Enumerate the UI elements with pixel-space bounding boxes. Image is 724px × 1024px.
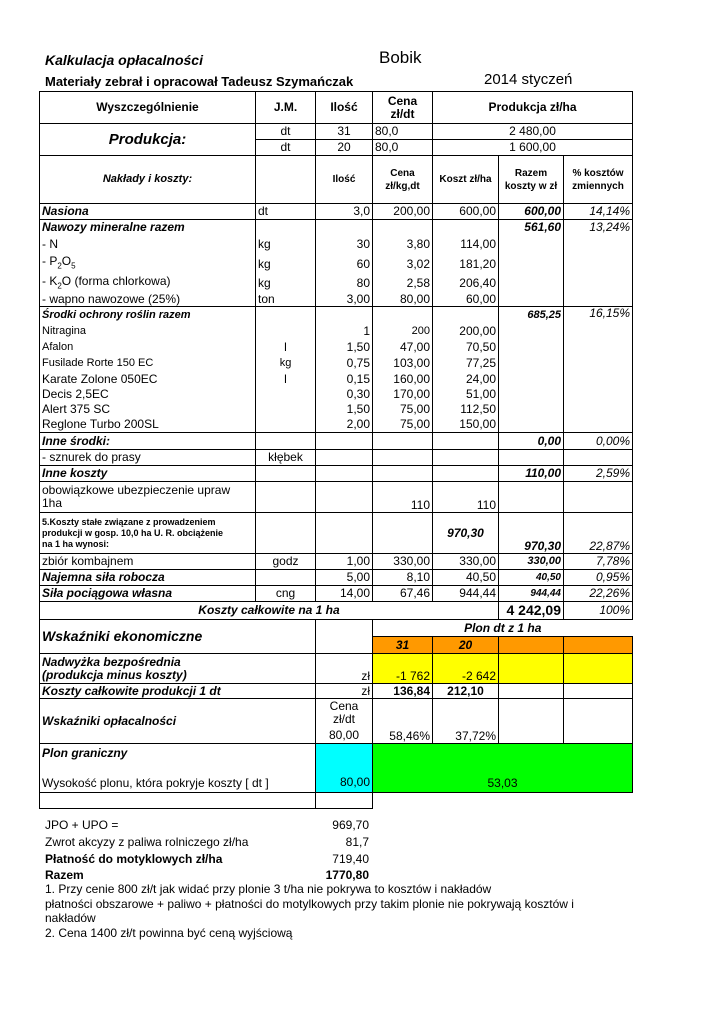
- unit-cost-name: Koszty całkowite produkcji 1 dt: [40, 684, 316, 699]
- fixed-costs-line2: produkcji w gosp. 10,0 ha U. R. obciążenie: [42, 527, 224, 538]
- note-line: płatności obszarowe + paliwo + płatności do motylkowych przy takim plonie nie pokrywają kosztów i: [45, 896, 574, 911]
- breakeven-price-cell: [316, 744, 373, 793]
- summary-label: JPO + UPO =: [45, 818, 119, 832]
- summary-label: Płatność do motyklowych zł/ha: [45, 852, 223, 866]
- breakeven-name: Plon graniczny: [42, 746, 128, 761]
- labor-row: [40, 570, 633, 586]
- fertilizer-n-unit: kg: [256, 236, 316, 254]
- col-header-qty: Ilość: [316, 92, 373, 124]
- unit-cost-unit: zł: [316, 684, 373, 699]
- costs-col-pct: [564, 156, 633, 204]
- production-label: Produkcja:: [40, 124, 256, 156]
- production-qty-1: 31: [316, 124, 373, 140]
- breakeven-desc: Wysokość plonu, która pokryje koszty [ dt ]: [42, 776, 269, 791]
- fertilizer-p-price: 3,02: [373, 254, 433, 275]
- traction-qty: 14,00: [316, 586, 373, 602]
- production-price-1: 80,0: [373, 124, 433, 140]
- surplus-value-1: -1 762: [373, 654, 433, 684]
- breakeven-value: 53,03: [373, 744, 633, 793]
- empty-row: [40, 793, 633, 809]
- summary-value: 1770,80: [325, 868, 369, 882]
- combine-name: zbiór kombajnem: [40, 554, 256, 570]
- profitability-name: Wskaźniki opłacalności: [40, 699, 316, 744]
- seeds-cost: 600,00: [433, 204, 499, 220]
- unit-cost-value-1: 136,84: [373, 684, 433, 699]
- calculation-table: [39, 91, 633, 809]
- fertilizer-k-price: 2,58: [373, 275, 433, 292]
- breakeven-row: [40, 744, 633, 793]
- fertilizer-p-qty: 60: [316, 254, 373, 275]
- author-line: Materiały zebrał i opracował Tadeusz Szymańczak: [45, 74, 354, 89]
- labor-qty: 5,00: [316, 570, 373, 586]
- traction-price: 67,46: [373, 586, 433, 602]
- protection-item-name: Decis 2,5EC: [40, 387, 256, 402]
- protection-item-price: 103,00: [373, 356, 433, 372]
- surplus-line2: (produkcja minus koszty): [42, 667, 187, 682]
- protection-item-name: Afalon: [40, 340, 256, 356]
- protection-item-row: [40, 356, 633, 372]
- protection-item-cost: 112,50: [433, 402, 499, 417]
- total-costs-value: 4 242,09: [499, 602, 564, 620]
- profitability-price: [316, 699, 373, 744]
- traction-total: 944,44: [499, 586, 564, 602]
- surplus-unit: zł: [316, 654, 373, 684]
- protection-item-unit: [256, 324, 316, 340]
- fertilizer-lime-row: [40, 292, 633, 307]
- col-header-production: Produkcja zł/ha: [433, 92, 633, 124]
- fertilizer-p-sub2: 5: [71, 261, 76, 271]
- col-header-item: Wyszczególnienie: [40, 92, 256, 124]
- protection-item-cost: 150,00: [433, 417, 499, 433]
- protection-item-price: 75,00: [373, 402, 433, 417]
- fixed-costs-total: 970,30: [499, 513, 564, 554]
- fertilizers-total: 561,60: [499, 220, 564, 236]
- surplus-value-2: -2 642: [433, 654, 499, 684]
- fertilizer-lime-cost: 60,00: [433, 292, 499, 307]
- costs-col-pct-line1: % kosztów: [572, 167, 624, 179]
- total-costs-row: [40, 602, 633, 620]
- combine-price: 330,00: [373, 554, 433, 570]
- fertilizer-k-sub1: 2: [57, 280, 62, 290]
- document-title: Kalkulacja opłacalności: [45, 52, 203, 68]
- total-costs-label: Koszty całkowite na 1 ha: [40, 602, 499, 620]
- fertilizer-k-cost: 206,40: [433, 275, 499, 292]
- profitability-price-label1: Cena: [329, 699, 359, 714]
- profitability-value-2: 37,72%: [433, 699, 499, 744]
- fertilizer-k-unit: kg: [256, 275, 316, 292]
- profitability-row: [40, 699, 633, 744]
- other-means-total: 0,00: [499, 433, 564, 450]
- other-costs-pct: 2,59%: [564, 466, 633, 482]
- protection-item-name: Nitragina: [40, 324, 256, 340]
- protection-item-row: [40, 324, 633, 340]
- combine-qty: 1,00: [316, 554, 373, 570]
- protection-item-qty: 0,30: [316, 387, 373, 402]
- protection-item-price: 160,00: [373, 372, 433, 387]
- costs-col-price-line2: zł/kg,dt: [385, 180, 420, 192]
- total-costs-pct: 100%: [564, 602, 633, 620]
- production-unit-2: dt: [256, 140, 316, 156]
- combine-pct: 7,78%: [564, 554, 633, 570]
- protection-item-qty: 0,15: [316, 372, 373, 387]
- protection-item-qty: 1,50: [316, 402, 373, 417]
- fixed-costs-line1: 5.Koszty stałe związane z prowadzeniem: [42, 516, 216, 527]
- traction-name: Siła pociągowa własna: [40, 586, 256, 602]
- fertilizer-p-mid: O: [61, 254, 72, 269]
- indicators-label: Wskaźniki ekonomiczne: [40, 620, 316, 654]
- protection-item-cost: 200,00: [433, 324, 499, 340]
- note-line: nakładów: [45, 911, 96, 925]
- fertilizers-row: [40, 220, 633, 236]
- production-price-2: 80,0: [373, 140, 433, 156]
- other-means-item-row: [40, 450, 633, 466]
- surplus-name: [40, 654, 316, 684]
- seeds-unit: dt: [256, 204, 316, 220]
- col-header-price-line1: Cena: [387, 93, 418, 108]
- protection-item-cost: 24,00: [433, 372, 499, 387]
- protection-item-price: 200: [373, 324, 433, 340]
- fertilizer-n-qty: 30: [316, 236, 373, 254]
- production-row-1: [40, 124, 633, 140]
- other-means-row: [40, 433, 633, 450]
- fertilizer-p-name: [40, 254, 256, 275]
- fertilizer-k-prefix: - K: [42, 274, 58, 288]
- crop-name: Bobik: [379, 48, 422, 67]
- col-header-price-line2: zł/dt: [390, 106, 415, 121]
- protection-item-qty: 1,50: [316, 340, 373, 356]
- fertilizer-lime-unit: ton: [256, 292, 316, 307]
- yield-2: 20: [433, 637, 499, 654]
- protection-item-unit: l: [256, 372, 316, 387]
- fixed-costs-cost: 970,30: [433, 513, 499, 554]
- document-date: 2014 styczeń: [484, 71, 573, 88]
- summary-label: Razem: [45, 868, 84, 882]
- notes-block: [45, 882, 605, 940]
- fertilizer-p-row: [40, 254, 633, 275]
- fixed-costs-pct: 22,87%: [564, 513, 633, 554]
- costs-col-price-line1: Cena: [390, 167, 415, 179]
- surplus-row: [40, 654, 633, 684]
- fertilizer-lime-qty: 3,00: [316, 292, 373, 307]
- fertilizer-n-row: [40, 236, 633, 254]
- summary-value: 969,70: [332, 818, 369, 832]
- combine-total: 330,00: [499, 554, 564, 570]
- fixed-costs-name: [40, 513, 256, 554]
- protection-item-row: [40, 417, 633, 433]
- seeds-qty: 3,0: [316, 204, 373, 220]
- protection-item-unit: kg: [256, 356, 316, 372]
- protection-item-name: Alert 375 SC: [40, 402, 256, 417]
- protection-item-price: 75,00: [373, 417, 433, 433]
- costs-col-pct-line2: zmiennych: [572, 180, 624, 192]
- unit-cost-row: [40, 684, 633, 699]
- protection-item-qty: 0,75: [316, 356, 373, 372]
- breakeven-cell: [40, 744, 316, 793]
- production-value-1: 2 480,00: [433, 124, 633, 140]
- fertilizer-k-qty: 80: [316, 275, 373, 292]
- surplus-line1: Nadwyżka bezpośrednia: [42, 654, 181, 669]
- yield-label: Plon dt z 1 ha: [373, 620, 633, 637]
- production-qty-2: 20: [316, 140, 373, 156]
- protection-item-name: Reglone Turbo 200SL: [40, 417, 256, 433]
- protection-item-row: [40, 402, 633, 417]
- labor-cost: 40,50: [433, 570, 499, 586]
- fertilizer-k-name: [40, 275, 256, 292]
- protection-pct: 16,15%: [564, 307, 633, 324]
- protection-item-cost: 51,00: [433, 387, 499, 402]
- protection-item-qty: 1: [316, 324, 373, 340]
- labor-pct: 0,95%: [564, 570, 633, 586]
- protection-item-row: [40, 387, 633, 402]
- seeds-pct: 14,14%: [564, 204, 633, 220]
- other-costs-item-name: [40, 482, 256, 513]
- yield-1: 31: [373, 637, 433, 654]
- protection-item-name: Karate Zolone 050EC: [40, 372, 256, 387]
- breakeven-price: 80,00: [316, 773, 372, 792]
- traction-unit: cng: [256, 586, 316, 602]
- protection-item-name: Fusilade Rorte 150 EC: [40, 356, 256, 372]
- other-costs-item-price: 110: [373, 482, 433, 513]
- labor-name: Najemna siła robocza: [40, 570, 256, 586]
- other-means-name: Inne środki:: [40, 433, 256, 450]
- fertilizer-n-name: - N: [40, 236, 256, 254]
- fixed-costs-line3: na 1 ha wynosi:: [42, 538, 110, 549]
- fertilizer-k-row: [40, 275, 633, 292]
- profitability-value-1: 58,46%: [373, 699, 433, 744]
- summary-value: 719,40: [332, 852, 369, 866]
- costs-header-row: [40, 156, 633, 204]
- labor-price: 8,10: [373, 570, 433, 586]
- protection-item-row: [40, 372, 633, 387]
- fertilizer-p-cost: 181,20: [433, 254, 499, 275]
- fertilizer-n-cost: 114,00: [433, 236, 499, 254]
- summary-value: 81,7: [345, 835, 369, 849]
- costs-col-total: [499, 156, 564, 204]
- fertilizer-p-sub1: 2: [57, 261, 62, 271]
- other-means-pct: 0,00%: [564, 433, 633, 450]
- protection-item-cost: 70,50: [433, 340, 499, 356]
- combine-cost: 330,00: [433, 554, 499, 570]
- other-costs-item-line1: obowiązkowe ubezpieczenie upraw: [42, 483, 231, 498]
- costs-label: Nakłady i koszty:: [40, 156, 256, 204]
- fertilizers-pct: 13,24%: [564, 220, 633, 236]
- protection-item-row: [40, 340, 633, 356]
- fertilizer-k-suffix: O (forma chlorkowa): [61, 274, 171, 288]
- summary-label: Zwrot akcyzy z paliwa rolniczego zł/ha: [45, 835, 249, 849]
- fixed-costs-row: [40, 513, 633, 554]
- other-costs-item-cost: 110: [433, 482, 499, 513]
- other-means-item-unit: kłębek: [256, 450, 316, 466]
- protection-item-price: 170,00: [373, 387, 433, 402]
- table-header-row: [40, 92, 633, 124]
- production-value-2: 1 600,00: [433, 140, 633, 156]
- fertilizer-p-prefix: - P: [42, 254, 58, 269]
- protection-item-price: 47,00: [373, 340, 433, 356]
- seeds-name: Nasiona: [40, 204, 256, 220]
- costs-col-cost: Koszt zł/ha: [433, 156, 499, 204]
- profitability-price-label2: zł/dt: [332, 712, 355, 727]
- seeds-price: 200,00: [373, 204, 433, 220]
- col-header-unit: J.M.: [256, 92, 316, 124]
- protection-name: Środki ochrony roślin razem: [40, 307, 256, 324]
- production-unit-1: dt: [256, 124, 316, 140]
- costs-col-total-line2: koszty w zł: [504, 180, 558, 192]
- fertilizer-lime-name: - wapno nawozowe (25%): [40, 292, 256, 307]
- costs-col-qty: Ilość: [316, 156, 373, 204]
- fertilizers-name: Nawozy mineralne razem: [40, 220, 256, 236]
- costs-col-price: [373, 156, 433, 204]
- other-costs-item-row: [40, 482, 633, 513]
- fertilizer-lime-price: 80,00: [373, 292, 433, 307]
- other-costs-name: Inne koszty: [40, 466, 256, 482]
- indicators-row: [40, 620, 633, 637]
- note-line: 1. Przy cenie 800 zł/t jak widać przy plonie 3 t/ha nie pokrywa to kosztów i nakładów: [45, 882, 492, 896]
- traction-row: [40, 586, 633, 602]
- profitability-price-value: 80,00: [328, 728, 360, 743]
- protection-item-cost: 77,25: [433, 356, 499, 372]
- other-costs-row: [40, 466, 633, 482]
- protection-total: 685,25: [499, 307, 564, 324]
- combine-unit: godz: [256, 554, 316, 570]
- protection-item-qty: 2,00: [316, 417, 373, 433]
- labor-total: 40,50: [499, 570, 564, 586]
- col-header-price: [373, 92, 433, 124]
- fertilizer-p-unit: kg: [256, 254, 316, 275]
- fertilizer-n-price: 3,80: [373, 236, 433, 254]
- other-costs-item-line2: 1ha: [42, 496, 63, 511]
- traction-pct: 22,26%: [564, 586, 633, 602]
- note-line: 2. Cena 1400 zł/t powinna być ceną wyjściową: [45, 925, 293, 940]
- seeds-total: 600,00: [499, 204, 564, 220]
- protection-item-unit: l: [256, 340, 316, 356]
- seeds-row: [40, 204, 633, 220]
- traction-cost: 944,44: [433, 586, 499, 602]
- combine-row: [40, 554, 633, 570]
- unit-cost-value-2: 212,10: [433, 684, 499, 699]
- other-costs-total: 110,00: [499, 466, 564, 482]
- protection-row: [40, 307, 633, 324]
- costs-col-total-line1: Razem: [514, 167, 548, 179]
- other-means-item-name: - sznurek do prasy: [40, 450, 256, 466]
